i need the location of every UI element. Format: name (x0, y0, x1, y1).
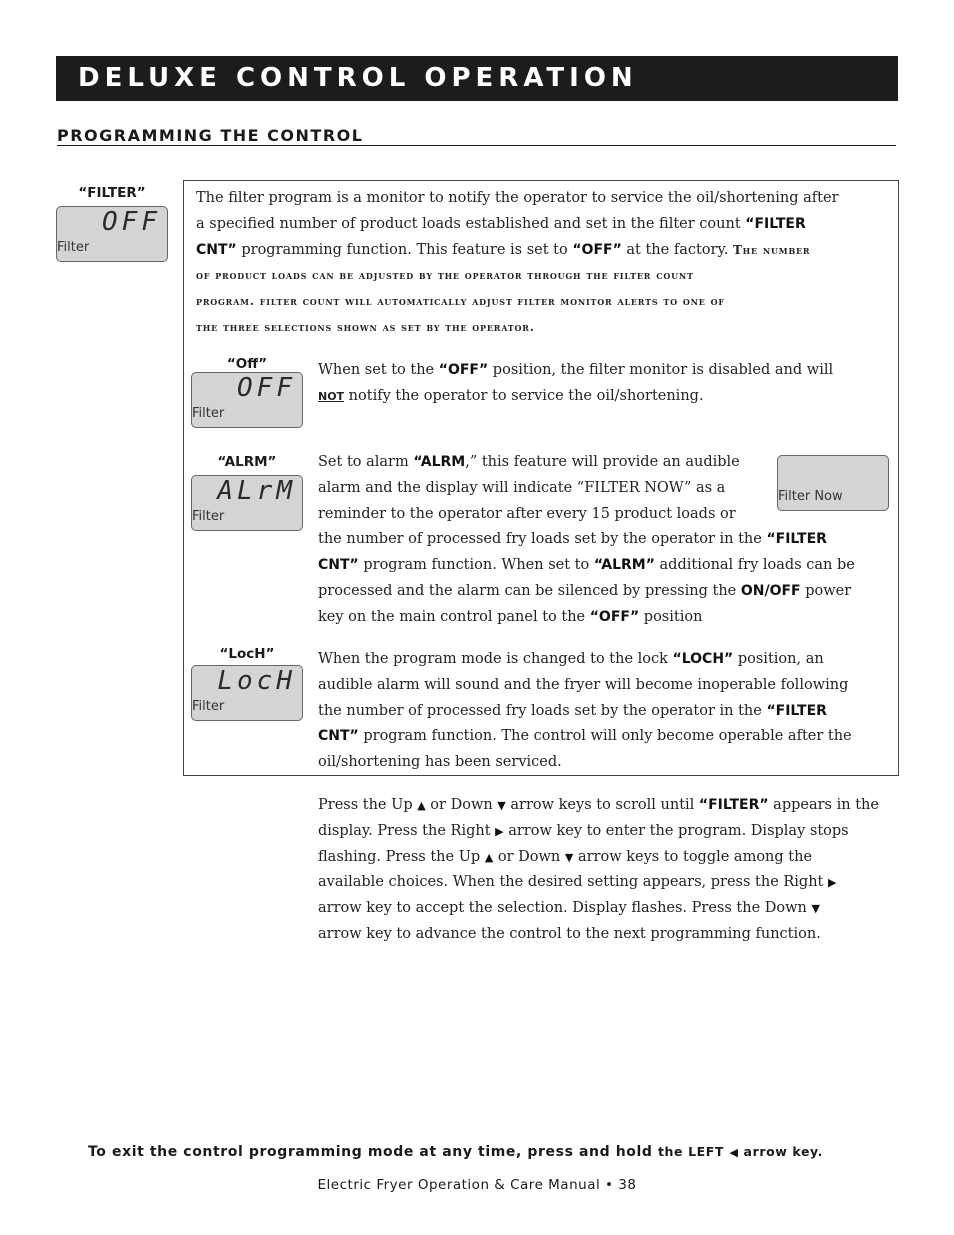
display-caption-alrm: “ALRM” (217, 454, 277, 470)
lcd-display-loch (191, 665, 303, 721)
lcd-label: Filter (192, 509, 225, 524)
instructions-paragraph: Press the Up ▲ or Down ▼ arrow keys to scroll until “FILTER” appears in the display. Press the Right ▶ arrow key to enter the program. Display stops flashing. Press the Up ▲ or Down ▼ arrow keys to toggle among the available choices. When the desired setting appears, press the Right ▶ arrow key to accept the selection. Display flashes. Press the Down ▼ arrow key to advance the control to the next programming function. (318, 797, 879, 942)
exit-note: To exit the control programming mode at any time, press and hold the LEFT ◀ arrow key. (88, 1144, 824, 1160)
alrm-paragraph: Set to alarm “ALRM,” this feature will provide an audible alarm and the display will indicate “FILTER NOW” as a reminder to the operator after every 15 product loads or the number of processed fry loads set by the operator in the “FILTER CNT” program function. When set to “ALRM” additional fry loads can be processed and the alarm can be silenced by pressing the ON/OFF power key on the main control panel to the “OFF” position (318, 454, 855, 625)
lcd-label: Filter (192, 699, 225, 714)
loch-paragraph: When the program mode is changed to the lock “LOCH” position, an audible alarm will sound and the fryer will become inoperable following the number of processed fry loads set by the operator in the “FILTER CNT” program function. The control will only become operable after the oil/shortening has been serviced. (318, 651, 852, 771)
right-arrow-icon: ▶ (495, 824, 504, 838)
lcd-segment-text: OFF (102, 207, 161, 237)
display-caption-filter: “FILTER” (78, 185, 146, 201)
display-caption-off: “Off” (226, 356, 268, 372)
down-arrow-icon: ▼ (564, 850, 574, 864)
off-paragraph: When set to the “OFF” position, the filter monitor is disabled and will NOT notify the operator to service the oil/shortening. (318, 362, 834, 404)
lcd-segment-text: ALrM (217, 476, 296, 506)
right-arrow-icon: ▶ (828, 876, 837, 890)
intro-paragraph: The filter program is a monitor to notify the operator to service the oil/shortening after a specified number of product loads established and set in the filter count “FILTER CNT” programming function. This feature is set to “OFF” at the factory. The number of product loads can be adjusted by the operator through the filter count program. filter count will automatically adjust filter monitor alerts to one of the three selections shown as set by the operator. (196, 190, 839, 334)
lcd-display-off (191, 372, 303, 428)
lcd-display-alrm (191, 475, 303, 531)
lcd-display-filter (56, 206, 168, 262)
page-title: DELUXE CONTROL OPERATION (78, 63, 638, 93)
display-caption-loch: “LocH” (219, 646, 275, 662)
down-arrow-icon: ▼ (811, 902, 820, 916)
section-heading: PROGRAMMING THE CONTROL (57, 126, 364, 145)
left-arrow-icon: ◀ (729, 1146, 739, 1159)
lcd-label: Filter (192, 406, 225, 421)
lcd-label: Filter (57, 240, 90, 255)
lcd-segment-text: LocH (217, 666, 296, 696)
up-arrow-icon: ▲ (484, 850, 494, 864)
title-banner (56, 56, 898, 101)
lcd-label: Filter Now (778, 489, 843, 504)
down-arrow-icon: ▼ (497, 799, 506, 812)
page-footer: Electric Fryer Operation & Care Manual • 38 (317, 1177, 637, 1193)
lcd-segment-text: OFF (237, 373, 296, 403)
up-arrow-icon: ▲ (417, 799, 426, 812)
section-rule (57, 145, 896, 146)
